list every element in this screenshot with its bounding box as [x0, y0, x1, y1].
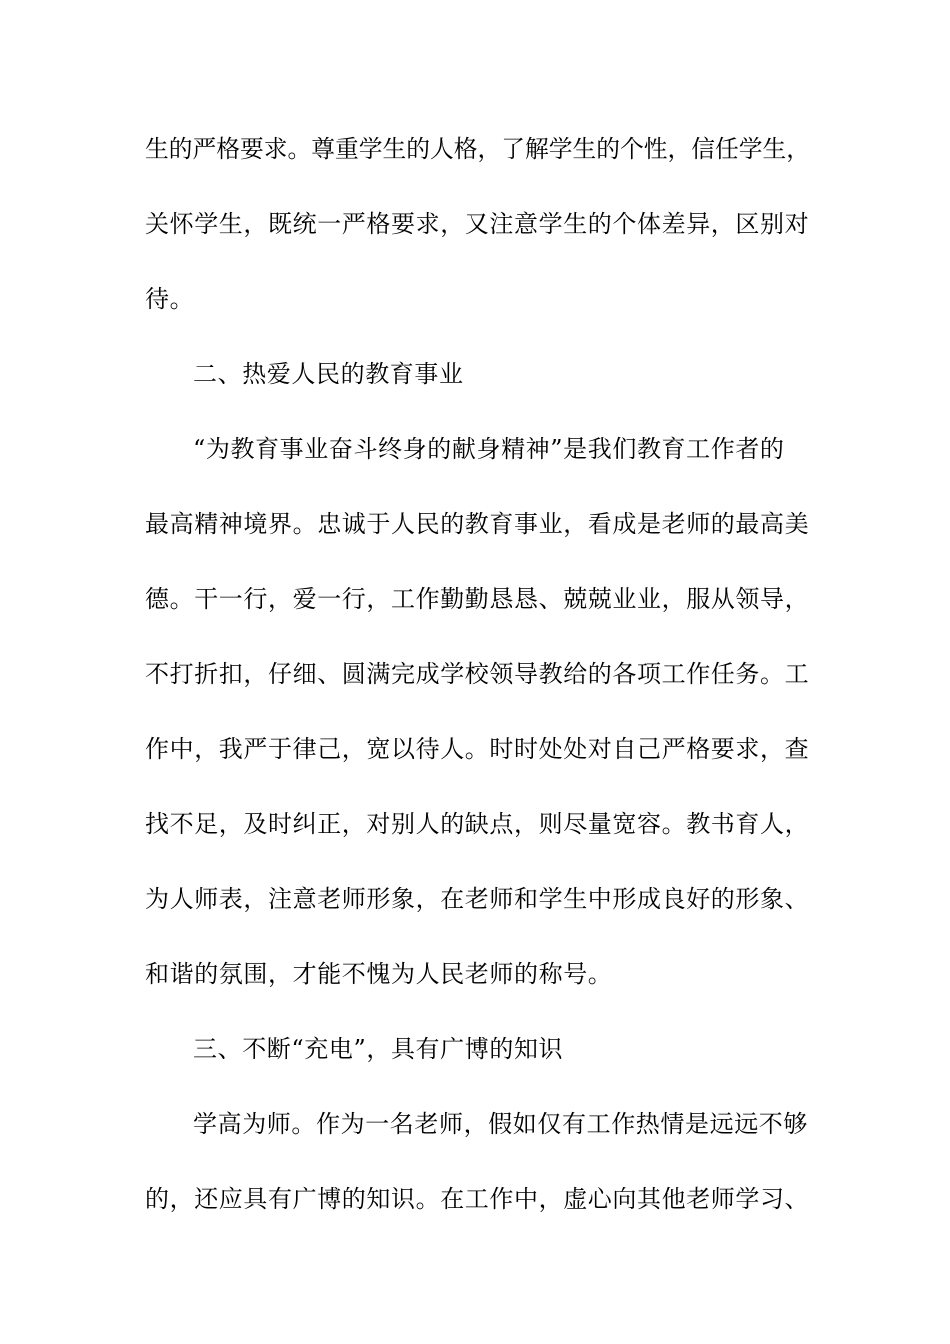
section-heading-2: 二、热爱人民的教育事业: [193, 360, 464, 388]
paragraph-line: 不打折扣，仔细、圆满完成学校领导教给的各项工作任务。工: [145, 660, 810, 688]
paragraph-line: 关怀学生，既统一严格要求，又注意学生的个体差异，区别对: [145, 210, 810, 238]
paragraph-line: 待。: [145, 285, 195, 313]
paragraph-line: 学高为师。作为一名老师，假如仅有工作热情是远远不够: [193, 1110, 808, 1138]
paragraph-line: 和谐的氛围，才能不愧为人民老师的称号。: [145, 960, 613, 988]
paragraph-line: 德。干一行，爱一行，工作勤勤恳恳、兢兢业业，服从领导，: [145, 585, 810, 613]
paragraph-line: 找不足，及时纠正，对别人的缺点，则尽量宽容。教书育人，: [145, 810, 810, 838]
paragraph-line: 最高精神境界。忠诚于人民的教育事业，看成是老师的最高美: [145, 510, 810, 538]
paragraph-line: 的，还应具有广博的知识。在工作中，虚心向其他老师学习、: [145, 1185, 810, 1213]
paragraph-line: 为人师表，注意老师形象，在老师和学生中形成良好的形象、: [145, 885, 810, 913]
paragraph-line: 生的严格要求。尊重学生的人格，了解学生的个性，信任学生，: [145, 135, 810, 163]
section-heading-3: 三、不断“充电”，具有广博的知识: [193, 1035, 564, 1063]
paragraph-line: 作中，我严于律己，宽以待人。时时处处对自己严格要求，查: [145, 735, 810, 763]
paragraph-line: “为教育事业奋斗终身的献身精神”是我们教育工作者的: [193, 435, 785, 463]
